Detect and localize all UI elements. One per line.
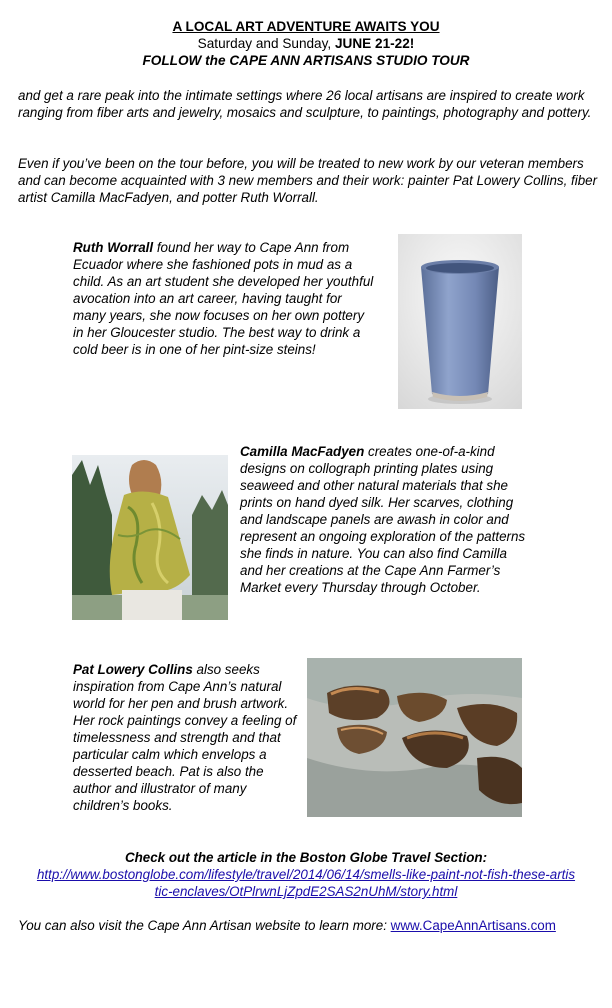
- cape-ann-artisans-website-link[interactable]: www.CapeAnnArtisans.com: [390, 918, 556, 933]
- artist-bio-text: creates one-of-a-kind designs on collograph printing plates using seaweed and other natural materials that she prints on hand dyed silk. Her scarves, clothing and landscape panels are awash in color and represent an ongoing exploration of the patterns she finds in nature. You can also find Camilla and her creations at the Cape Ann Farmer’s Market every Thursday through October.: [240, 444, 526, 595]
- scarf-photo: [72, 455, 228, 620]
- article-link-container: [36, 866, 576, 900]
- footer-text: You can also visit the Cape Ann Artisan website to learn more:: [18, 918, 391, 933]
- artist-name: Ruth Worrall: [73, 240, 154, 255]
- article-heading: Check out the article in the Boston Globe Travel Section:: [124, 850, 488, 865]
- cup-photo: [398, 234, 522, 409]
- event-date: [0, 35, 612, 52]
- rock-painting-image: [307, 658, 522, 817]
- artist-name: Pat Lowery Collins: [73, 662, 193, 677]
- blue-cup-image: [398, 234, 522, 409]
- intro-paragraph-2: Even if you’ve been on the tour before, you will be treated to new work by our veteran members and can become acquainted with 3 new members and their work: painter Pat Lowery Collins, fiber artist Camilla MacFadyen, and potter Ruth Worrall.: [18, 156, 598, 205]
- page-title: A LOCAL ART ADVENTURE AWAITS YOU: [172, 19, 440, 34]
- artist-bio-text: found her way to Cape Ann from Ecuador where she fashioned pots in mud as a child. As an art student she developed her youthful avocation into an art career, having taught for many years, she now focuses on her own pottery in her Gloucester studio. The best way to drink a cold beer is in one of her pint-size steins!: [73, 240, 374, 357]
- intro-paragraph-1: and get a rare peak into the intimate settings where 26 local artisans are inspired to create work ranging from fiber arts and jewelry, mosaics and sculpture, to paintings, photography and pottery.: [18, 88, 592, 120]
- footer-line: [18, 917, 608, 934]
- boston-globe-article-link[interactable]: http://www.bostonglobe.com/lifestyle/travel/2014/06/14/smells-like-paint-not-fish-these-artistic-enclaves/OtPlrwnLjZpdE2SAS2nUhM/story.html: [36, 867, 576, 899]
- artist-bio-camilla-macfadyen: [240, 443, 530, 596]
- artist-bio-ruth-worrall: [73, 239, 378, 358]
- artist-bio-pat-lowery-collins: [73, 661, 298, 814]
- artist-name: Camilla MacFadyen: [240, 444, 365, 459]
- artist-bio-text: also seeks inspiration from Cape Ann’s natural world for her pen and brush artwork. Her rock paintings convey a feeling of timelessness and strength and that particular calm which envelops a desserted beach. Pat is also the author and illustrator of many children’s books.: [73, 662, 297, 813]
- rock-painting-photo: [307, 658, 522, 817]
- date-prefix: Saturday and Sunday,: [197, 36, 335, 51]
- scarf-image: [72, 455, 228, 620]
- page-subtitle: FOLLOW the CAPE ANN ARTISANS STUDIO TOUR: [142, 53, 470, 68]
- date-bold: JUNE 21-22!: [334, 36, 415, 51]
